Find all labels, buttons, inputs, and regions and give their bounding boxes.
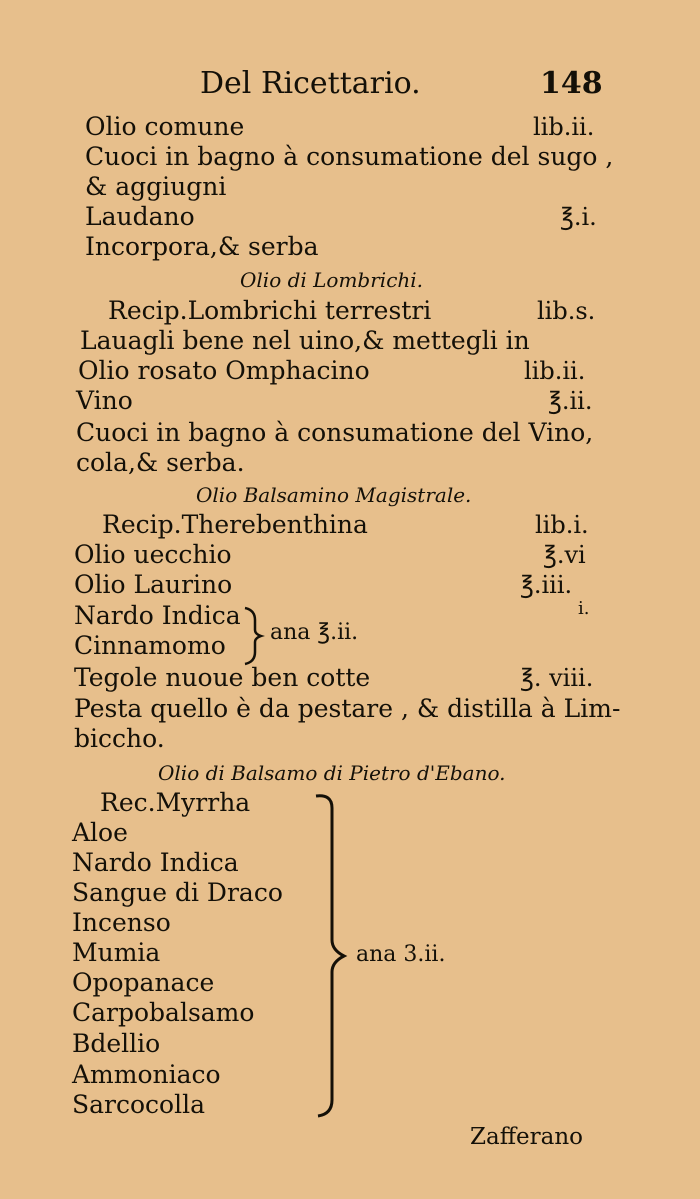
- recipe-heading: Olio Balsamino Magistrale.: [196, 483, 472, 507]
- text-line: Olio uecchio: [74, 540, 232, 569]
- quantity: ℥.ii.: [548, 387, 593, 415]
- small-brace: [243, 606, 263, 666]
- text-line: Rec.Myrrha: [100, 788, 251, 817]
- text-line: Incenso: [72, 908, 171, 937]
- text-line: Tegole nuoue ben cotte: [74, 663, 371, 692]
- recipe-heading: Olio di Balsamo di Pietro d'Ebano.: [158, 761, 506, 785]
- text-line: Aloe: [72, 818, 128, 847]
- text-line: Ammoniaco: [72, 1060, 221, 1089]
- quantity: lib.ii.: [524, 357, 586, 385]
- text-line: Recip.Lombrichi terrestri: [108, 296, 432, 325]
- text-line: Cuoci in bagno à consumatione del sugo ,: [85, 142, 614, 171]
- text-line: Carpobalsamo: [72, 998, 255, 1027]
- text-line: Vino: [76, 386, 133, 415]
- text-line: Incorpora,& serba: [85, 232, 319, 261]
- marginal-note: i.: [578, 598, 590, 619]
- text-line: Sangue di Draco: [72, 878, 283, 907]
- text-line: Sarcocolla: [72, 1090, 205, 1119]
- text-line: Bdellio: [72, 1029, 161, 1058]
- text-line: Cinnamomo: [74, 631, 226, 660]
- text-line: Olio Laurino: [74, 570, 233, 599]
- text-line: Olio rosato Omphacino: [78, 356, 370, 385]
- text-line: Pesta quello è da pestare , & distilla à Lim-: [74, 694, 621, 723]
- text-line: Opopanace: [72, 968, 215, 997]
- recipe-heading: Olio di Lombrichi.: [240, 268, 424, 292]
- text-line: Olio comune: [85, 112, 245, 141]
- quantity: lib.ii.: [533, 113, 595, 141]
- text-line: cola,& serba.: [76, 448, 245, 477]
- text-line: Cuoci in bagno à consumatione del Vino,: [76, 418, 594, 447]
- brace-quantity: ana 3.ii.: [356, 942, 446, 967]
- text-line: Lauagli bene nel uino,& mettegli in: [80, 326, 530, 355]
- text-line: & aggiugni: [85, 172, 227, 201]
- text-line: Laudano: [85, 202, 195, 231]
- brace-quantity: ana ℥.ii.: [270, 620, 359, 645]
- quantity: lib.i.: [535, 511, 589, 539]
- catchword: Zafferano: [470, 1124, 584, 1150]
- quantity: ℥.vi: [543, 541, 586, 569]
- text-line: Nardo Indica: [74, 601, 241, 630]
- quantity: ℥.i.: [560, 203, 597, 231]
- quantity: ℥.iii.: [520, 571, 573, 599]
- text-line: Mumia: [72, 938, 161, 967]
- page-number: 148: [540, 66, 603, 101]
- running-head: Del Ricettario.: [200, 66, 421, 101]
- large-brace: [312, 790, 352, 1120]
- quantity: lib.s.: [537, 297, 596, 325]
- text-line: Recip.Therebenthina: [102, 510, 368, 539]
- text-line: biccho.: [74, 724, 165, 753]
- text-line: Nardo Indica: [72, 848, 239, 877]
- quantity: ℥. viii.: [520, 664, 594, 692]
